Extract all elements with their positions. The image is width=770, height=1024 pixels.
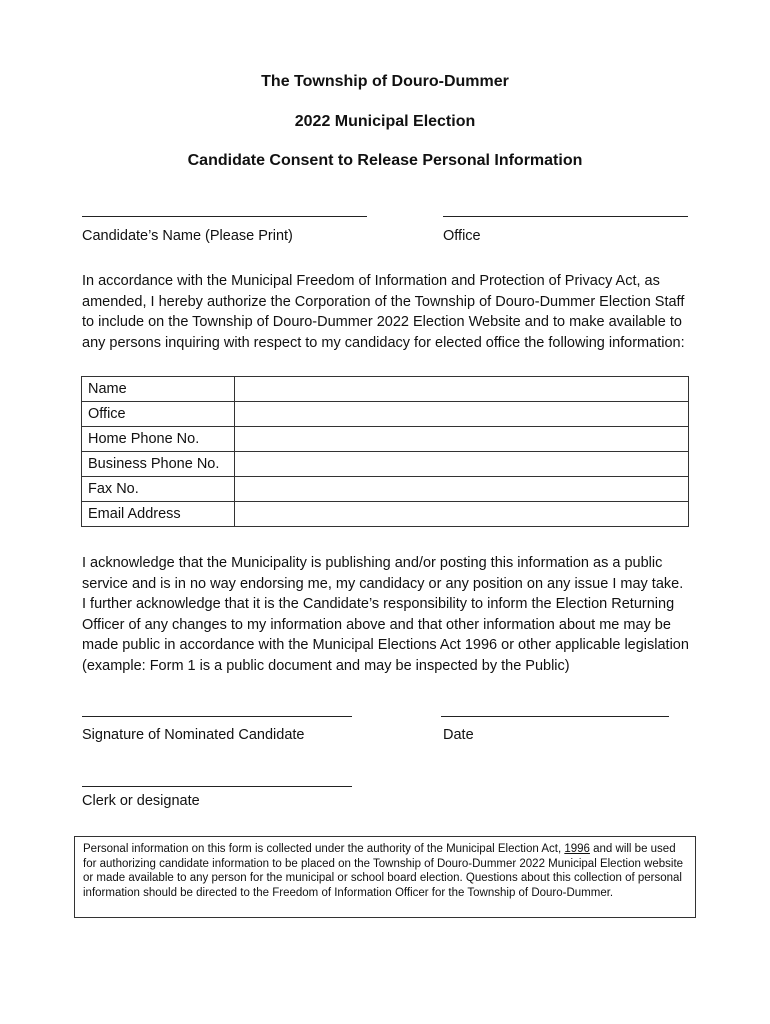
row-label-office: Office [82, 402, 235, 427]
office-label: Office [443, 228, 481, 244]
row-label-home-phone: Home Phone No. [82, 427, 235, 452]
candidate-name-label: Candidate’s Name (Please Print) [82, 228, 293, 244]
acknowledgement-text: I acknowledge that the Municipality is publishing and/or posting this information as a public service and is in no way endorsing me, my candidacy or any position on any issue I may take. I further acknowledge that it is the Candidate’s responsibility to inform the Election Returning Officer of any changes to my information above and that other information about me may be made public in accordance with the Municipal Elections Act 1996 or other applicable legislation (example: Form 1 is a public document and may be inspected by the Public) [82, 555, 689, 674]
authorization-paragraph [82, 271, 690, 353]
info-table [81, 376, 689, 527]
candidate-name-line[interactable] [82, 216, 367, 217]
row-label-fax: Fax No. [82, 477, 235, 502]
row-value-name[interactable] [235, 377, 689, 402]
table-row [82, 377, 689, 402]
table-row [82, 477, 689, 502]
clerk-label: Clerk or designate [82, 793, 200, 809]
row-value-office[interactable] [235, 402, 689, 427]
notice-text-after: and will be used for authorizing candidate information to be placed on the Township of Douro-Dummer 2022 Municipal Election website or made available to any person for the municipal or school board election. Questions about this collection of personal information should be directed to the Freedom of Information Officer for the Township of Douro-Dummer. [83, 843, 684, 899]
table-row [82, 427, 689, 452]
office-line[interactable] [443, 216, 688, 217]
row-label-name: Name [82, 377, 235, 402]
form-title: Candidate Consent to Release Personal Information [187, 152, 583, 169]
date-label: Date [443, 727, 474, 743]
notice-text-before: Personal information on this form is collected under the authority of the Municipal Election Act, [83, 843, 565, 855]
election-subtitle: 2022 Municipal Election [294, 113, 476, 130]
township-title: The Township of Douro-Dummer [261, 73, 509, 90]
table-row [82, 502, 689, 527]
row-value-home-phone[interactable] [235, 427, 689, 452]
privacy-notice [74, 836, 696, 918]
row-value-business-phone[interactable] [235, 452, 689, 477]
authorization-text: In accordance with the Municipal Freedom of Information and Protection of Privacy Act, as amended, I hereby authorize the Corporation of the Township of Douro-Dummer Election Staff to include on the Township of Douro-Dummer 2022 Election Website and to make available to any persons inquiring with respect to my candidacy for elected office the following information: [82, 273, 685, 351]
acknowledgement-paragraph [82, 553, 690, 676]
notice-year: 1996 [564, 843, 590, 855]
signature-line[interactable] [82, 716, 352, 717]
row-value-fax[interactable] [235, 477, 689, 502]
row-label-email: Email Address [82, 502, 235, 527]
row-label-business-phone: Business Phone No. [82, 452, 235, 477]
table-row [82, 452, 689, 477]
row-value-email[interactable] [235, 502, 689, 527]
clerk-line[interactable] [82, 786, 352, 787]
table-row [82, 402, 689, 427]
date-line[interactable] [441, 716, 669, 717]
signature-label: Signature of Nominated Candidate [82, 727, 305, 743]
